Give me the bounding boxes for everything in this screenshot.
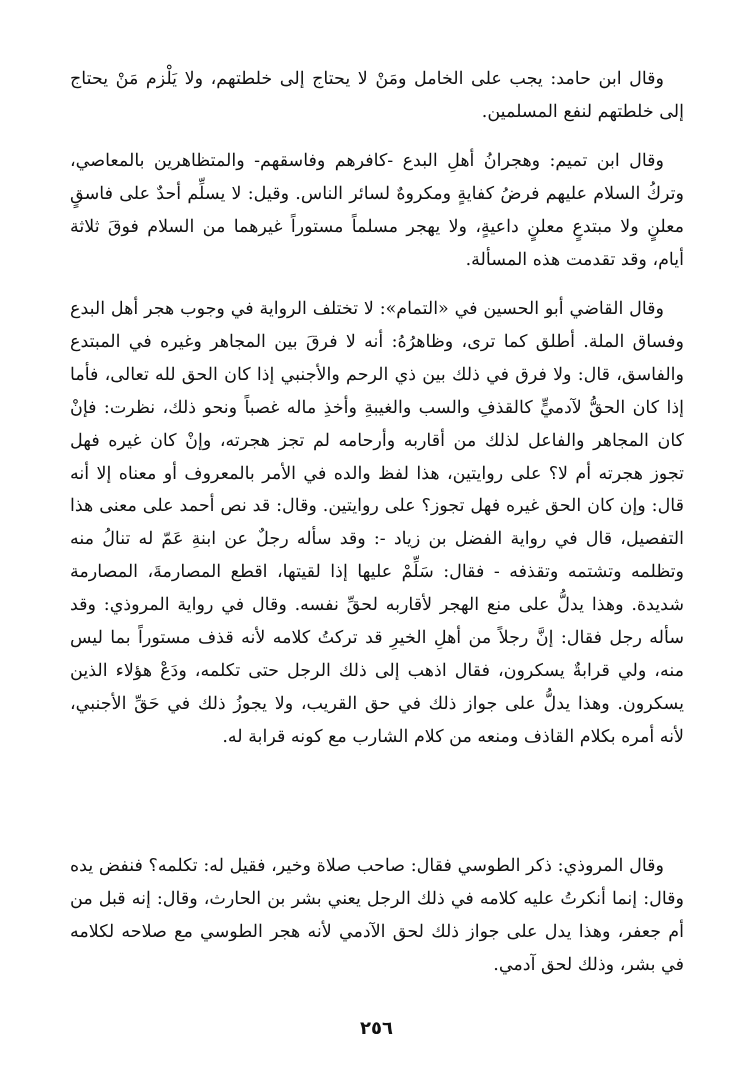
paragraph-3-block xyxy=(70,293,684,754)
paragraph-3: وقال القاضي أبو الحسين في «التمام»: لا تختلف الرواية في وجوب هجر أهل البدع وفساق الملة. أطلق كما ترى، وظاهرُهُ: أنه لا فرقَ بين المجاهر وغيره في المبتدع والفاسق، قال: ولا فرق في ذلك بين ذي الرحم والأجنبي إذا كان الحق لله تعالى، فأما إذا كان الحقُّ لآدميٍّ كالقذفِ والسب والغيبةِ وأخذِ ماله غصباً ونحو ذلك، نظرت: فإنْ كان المجاهر والفاعل لذلك من أقاربه وأرحامه لم تجز هجرته، وإنْ كان غيره فهل تجوز هجرته أم لا؟ على روايتين، هذا لفظ والده في الأمر بالمعروف أو معناه إلا أنه قال: وإن كان الحق غيره فهل تجوز؟ على روايتين. وقال: قد نص أحمد على معنى هذا التفصيل، قال في رواية الفضل بن زياد -: وقد سأله رجلٌ عن ابنةِ عَمّ له تنالُ منه وتظلمه وتشتمه وتقذفه - فقال: سَلِّمْ عليها إذا لقيتها، اقطع المصارمةَ، المصارمة شديدة. وهذا يدلُّ على منع الهجر لأقاربه لحقِّ نفسه. وقال في رواية المروذي: وقد سأله رجل فقال: إنَّ رجلاً من أهلِ الخيرِ قد تركتُ كلامه لأنه قذف مستوراً بما ليس منه، ولي قرابةٌ يسكرون، فقال اذهب إلى ذلك الرجل حتى تكلمه، ودَعْ هؤلاء الذين يسكرون. وهذا يدلُّ على جواز ذلك في حق القريب، ولا يجوزُ ذلك في حَقِّ الأجنبي، لأنه أمره بكلام القاذف ومنعه من كلام الشارب مع كونه قرابة له. xyxy=(70,299,684,747)
paragraph-2: وقال ابن تميم: وهجرانُ أهلِ البدع -كافرهم وفاسقهم- والمتظاهرين بالمعاصي، وتركُ السلام عليهم فرضُ كفايةٍ ومكروهٌ لسائر الناس. وقيل: لا يسلِّم أحدٌ على فاسقٍ معلنٍ ولا مبتدعٍ معلنٍ داعيةٍ، ولا يهجر مسلماً مستوراً غيرهما من السلام فوقَ ثلاثة أيام، وقد تقدمت هذه المسألة. xyxy=(70,151,684,270)
paragraph-4: وقال المروذي: ذكر الطوسي فقال: صاحب صلاة وخير، فقيل له: تكلمه؟ فنفض يده وقال: إنما أنكرتُ عليه كلامه في ذلك الرجل يعني بشر بن الحارث، وقال: إنه قبل من أم جعفر، وهذا يدل على جواز ذلك لحق الآدمي لأنه هجر الطوسي مع صلاحه لكلامه في بشر، وذلك لحق آدمي. xyxy=(70,856,684,975)
paragraph-2-block xyxy=(70,145,684,277)
paragraph-1-block xyxy=(70,63,684,129)
page-number: ٢٥٦ xyxy=(360,1018,393,1039)
paragraph-1: وقال ابن حامد: يجب على الخامل ومَنْ لا يحتاج إلى خلطتهم، ولا يَلْزم مَنْ يحتاج إلى خلطتهم لنفع المسلمين. xyxy=(70,69,684,122)
paragraph-4-block xyxy=(70,850,684,982)
